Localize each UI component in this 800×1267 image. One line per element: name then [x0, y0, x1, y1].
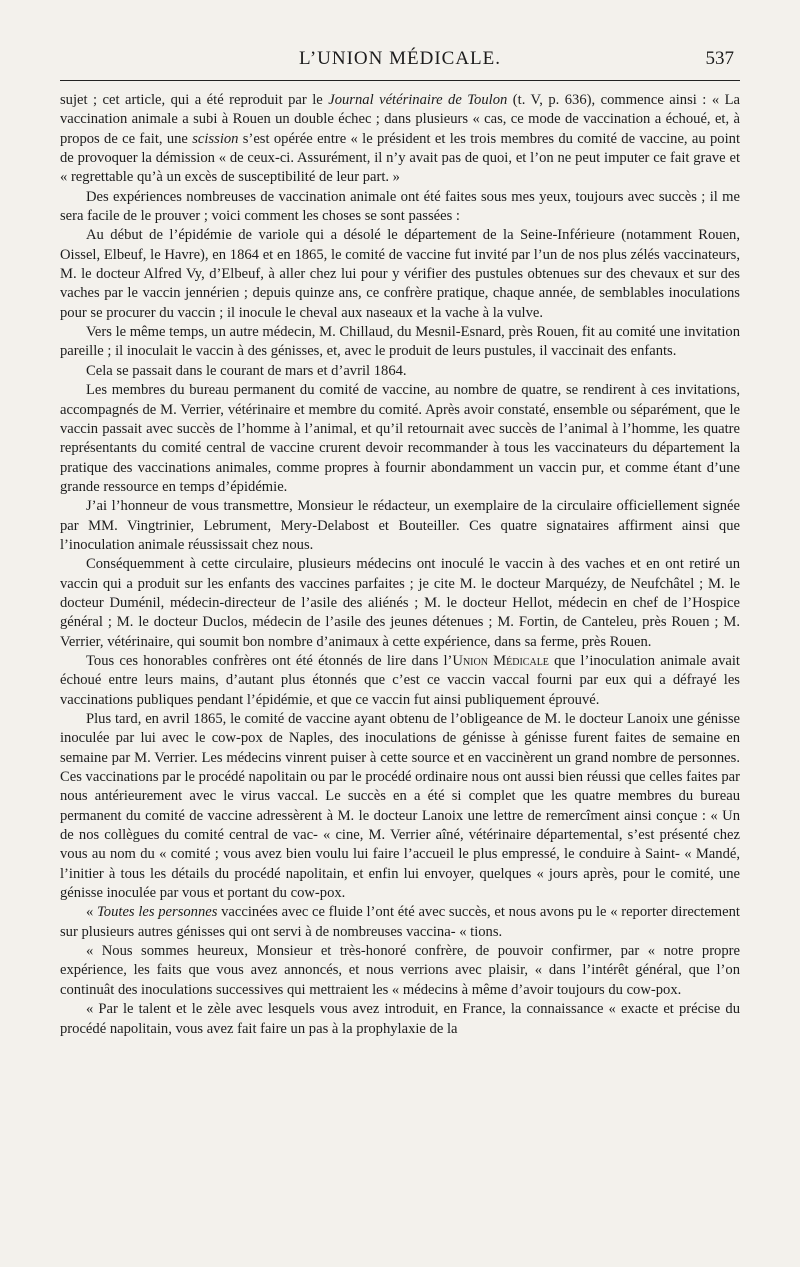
paragraph-text: «: [86, 904, 98, 921]
paragraph: [60, 91, 740, 188]
paragraph-text: sujet ; cet article, qui a été reproduit par le: [60, 92, 329, 108]
paragraph-text: Les membres du bureau permanent du comité de vaccine, au nombre de quatre, se rendirent à ces invitations, accompagnés de M. Verrier, vétérinaire et membre du comité. Après avoir constaté, ensemble ou séparément, que le vaccin passait avec succès de l’homme à l’animal, et qu’il retournait avec succès de l’animal à l’homme, les quatre représentants du comité central de vaccine crurent devoir recommander à tous les vaccinateurs du département la pratique des vaccinations animales, comme propres à fournir abondamment un vaccin pur, et comme étant d’une grande ressource en temps d’épidémie.: [60, 382, 740, 495]
paragraph: [60, 710, 740, 903]
paragraph: [60, 226, 740, 323]
paragraph: [60, 942, 740, 1000]
italic-text: Journal vétérinaire de Toulon: [328, 92, 508, 108]
paragraph-text: vaccinées avec ce fluide l’ont été avec succès, et nous avons pu le « reporter directement sur plusieurs autres génisses qui ont servi à de nombreuses vaccina- « tions.: [60, 904, 740, 940]
paragraph-text: Conséquemment à cette circulaire, plusieurs médecins ont inoculé le vaccin à des vaches et en ont retiré un vaccin qui a produit sur les enfants des vaccines parfaites ; je cite M. le docteur Marquézy, de Neufchâtel ; M. le docteur Duménil, médecin-directeur de l’asile des aliénés ; M. le docteur Hellot, médecin en chef de l’Hospice général ; M. le docteur Duclos, médecin de l’asile des jeunes détenues ; M. Fortin, de Canteleu, près Rouen ; M. Verrier, vétérinaire, qui soumit bon nombre d’animaux à cette expérience, dans sa ferme, près Rouen.: [60, 556, 740, 650]
paragraph: [60, 362, 740, 381]
small-caps-text: Union Médicale: [452, 652, 549, 669]
paragraph: [60, 903, 740, 942]
paragraph-text: s’est opérée entre « le président et les trois membres du comité de vaccine, au point de provoquer la démission « de ceux-ci. Assurément, il n’y avait pas de quoi, et l’on ne peut imputer ce fait grave et « regrettable qu’à un excès de susceptibilité de leur part. »: [60, 130, 740, 186]
paragraph-text: (t. V, p. 636), commence ainsi : « La vaccination animale a subi à Rouen un double échec ; dans plusieurs « cas, ce mode de vaccination a échoué, et, à propos de ce fait, une: [60, 92, 740, 147]
paragraph: [60, 188, 740, 227]
paragraph-text: Plus tard, en avril 1865, le comité de vaccine ayant obtenu de l’obligeance de M. le docteur Lanoix une génisse inoculée par lui avec le cow-pox de Naples, des inoculations de génisse à génisse furent faites de semaine en semaine par M. Verrier. Les médecins vinrent puiser à cette source et en vaccinèrent un grand nombre de personnes. Ces vaccinations par le procédé napolitain ou par le procédé ordinaire nous ont aussi bien réussi que celles faites par nous antérieurement avec le virus vaccal. Le succès en a été si complet que les quatre membres du bureau permanent du comité de vaccine adressèrent à M. le docteur Lanoix une lettre de remercîment ainsi conçue : « Un de nos collègues du comité central de vac- « cine, M. Verrier aîné, vétérinaire départemental, s’est présenté chez vous au nom du « comité ; vous avez bien voulu lui faire l’accueil le plus empressé, le conduire à Saint- « Mandé, l’initier à tous les détails du procédé napolitain, et enfin lui envoyer, quelques « jours après, pour le comité, une génisse inoculée par vous et portant du cow-pox.: [60, 711, 740, 902]
paragraph-text: « Nous sommes heureux, Monsieur et très-honoré confrère, de pouvoir confirmer, par « notre propre expérience, les faits que vous avez annoncés, et nous verrions avec plaisir, « dans l’intérêt général, que l’on continuât des inoculations successives qui mettraient les « médecins à même d’avoir toujours du cow-pox.: [60, 943, 740, 998]
page-header: [60, 44, 740, 76]
paragraph-text: Des expériences nombreuses de vaccination animale ont été faites sous mes yeux, toujours avec succès ; il me sera facile de le prouver ; voici comment les choses se sont passées :: [60, 188, 740, 225]
paragraph-text: que l’inoculation animale avait échoué entre leurs mains, d’autant plus étonnés que c’est ce vaccin vaccal fourni par eux qui a défrayé les vaccinations publiques pendant l’épidémie, et que ce vaccin fut ainsi publiquement éprouvé.: [60, 652, 740, 708]
paragraph: [60, 381, 740, 497]
paragraph: [60, 652, 740, 710]
paragraph: [60, 323, 740, 362]
paragraph-text: Au début de l’épidémie de variole qui a désolé le département de la Seine-Inférieure (notamment Rouen, Oissel, Elbeuf, le Havre), en 1864 et en 1865, le comité de vaccine fut invité par l’un de nos plus zélés vaccinateurs, M. le docteur Alfred Vy, d’Elbeuf, à aller chez lui pour y vérifier des pustules obtenues sur des chevaux et sur des vaches par le vaccin jennérien ; depuis quinze ans, ce confrère pratique, chaque année, de semblables inoculations pour se procurer du vaccin ; il inocule le cheval aux naseaux et la vache à la vulve.: [60, 227, 740, 321]
paragraph: [60, 497, 740, 555]
paragraph-text: J’ai l’honneur de vous transmettre, Monsieur le rédacteur, un exemplaire de la circulaire officiellement signée par MM. Vingtrinier, Lebrument, Mery-Delabost et Bouteiller. Ces quatre signataires affirment ainsi que l’inoculation animale réussissait chez nous.: [60, 498, 740, 553]
article-body: [60, 91, 740, 1039]
paragraph: [60, 555, 740, 652]
header-rule: [60, 80, 740, 81]
paragraph-text: « Par le talent et le zèle avec lesquels vous avez introduit, en France, la connaissance « exacte et précise du procédé napolitain, vous avez fait faire un pas à la prophylaxie de la: [60, 1001, 740, 1037]
page-number: 537: [705, 48, 734, 69]
running-title: L’UNION MÉDICALE.: [298, 48, 502, 69]
paragraph: [60, 1000, 740, 1039]
italic-text: Toutes les personnes: [97, 904, 218, 921]
italic-text: scission: [192, 130, 239, 147]
paragraph-text: Vers le même temps, un autre médecin, M. Chillaud, du Mesnil-Esnard, près Rouen, fit au comité une invitation pareille ; il inoculait le vaccin à des génisses, et, avec le produit de leurs pustules, il vaccinait des enfants.: [60, 324, 740, 360]
paragraph-text: Tous ces honorables confrères ont été étonnés de lire dans l’: [86, 652, 453, 669]
paragraph-text: Cela se passait dans le courant de mars et d’avril 1864.: [86, 362, 407, 379]
